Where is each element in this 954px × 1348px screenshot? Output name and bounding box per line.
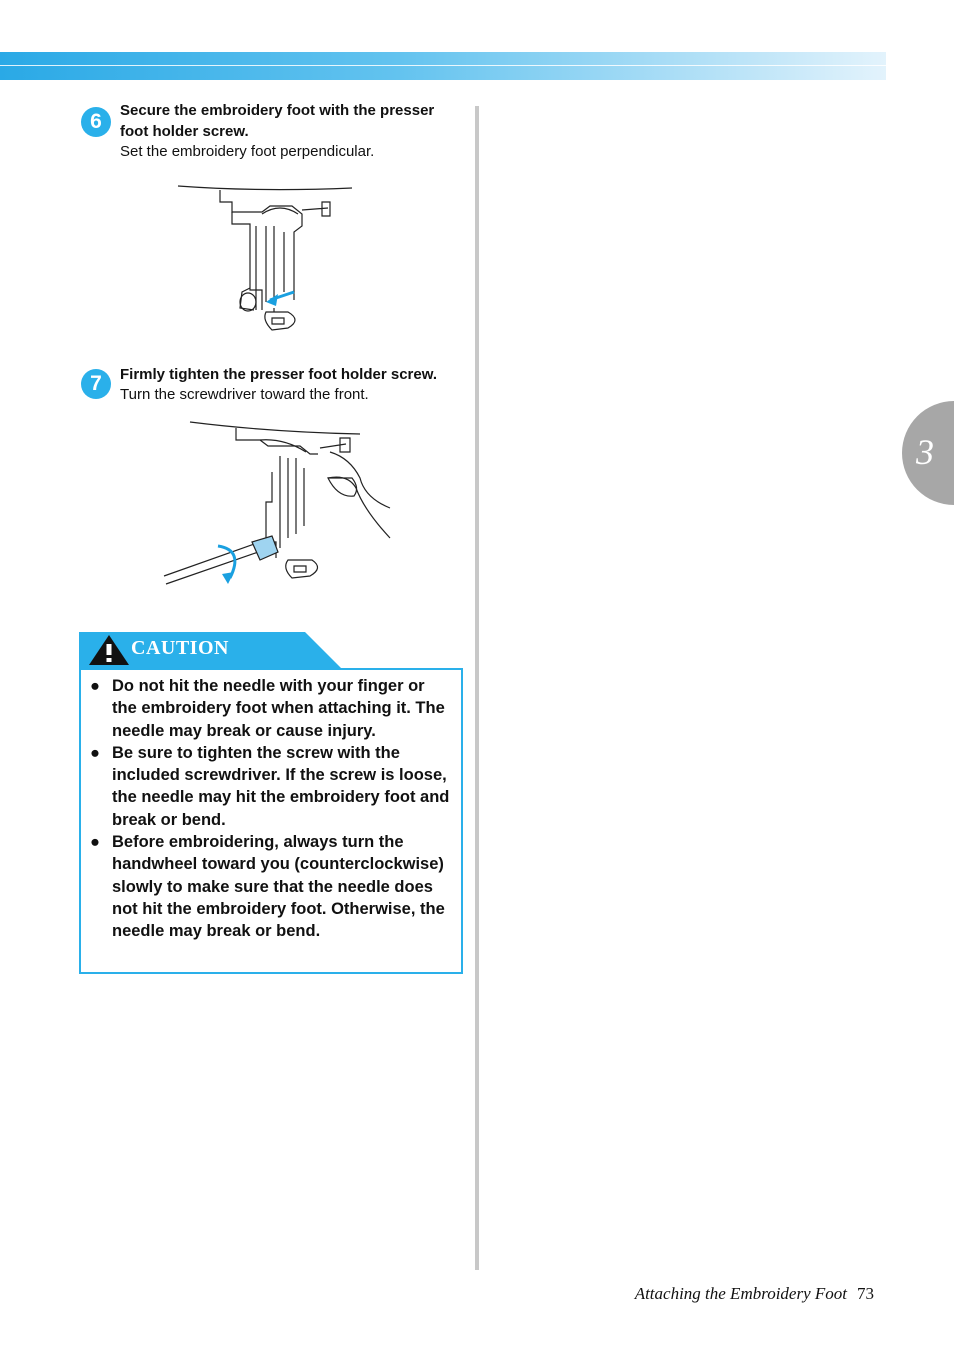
- header-band: [0, 52, 886, 80]
- page-footer: [635, 1284, 874, 1304]
- screwdriver-illustration: [160, 418, 395, 590]
- chapter-tab: [902, 401, 954, 505]
- step-6-description: Set the embroidery foot perpendicular.: [120, 143, 375, 160]
- step-number-7: 7: [81, 369, 111, 399]
- bullet-icon: ●: [90, 677, 100, 695]
- caution-item-text: Do not hit the needle with your finger or the embroidery foot when attaching it. The needle may break or cause injury.: [112, 677, 445, 740]
- caution-item: [90, 675, 452, 742]
- chapter-number: 3: [916, 432, 934, 472]
- bullet-icon: ●: [90, 743, 100, 762]
- embroidery-foot-illustration: [170, 180, 370, 340]
- footer-title: Attaching the Embroidery Foot: [634, 1284, 847, 1303]
- caution-item-text: Before embroidering, always turn the handwheel toward you (counterclockwise) slowly to make sure that the needle does not hit the embroidery foot. Otherwise, the needle may break or bend.: [112, 833, 445, 941]
- step-6-title: Secure the embroidery foot with the presser foot holder screw.: [120, 102, 435, 140]
- step-7-description: Turn the screwdriver toward the front.: [120, 386, 369, 403]
- caution-title: CAUTION: [131, 637, 229, 659]
- step-7-title: Firmly tighten the presser foot holder screw.: [120, 366, 438, 383]
- caution-item: [90, 742, 452, 831]
- bullet-icon: ●: [90, 833, 100, 852]
- page-number: 73: [857, 1284, 874, 1303]
- caution-item: [90, 831, 452, 942]
- column-divider: [475, 106, 479, 1270]
- step-number-6: 6: [81, 107, 111, 137]
- caution-list: [90, 675, 452, 943]
- caution-item-text: Be sure to tighten the screw with the included screwdriver. If the screw is loose, the needle may hit the embroidery foot and break or bend.: [112, 743, 450, 829]
